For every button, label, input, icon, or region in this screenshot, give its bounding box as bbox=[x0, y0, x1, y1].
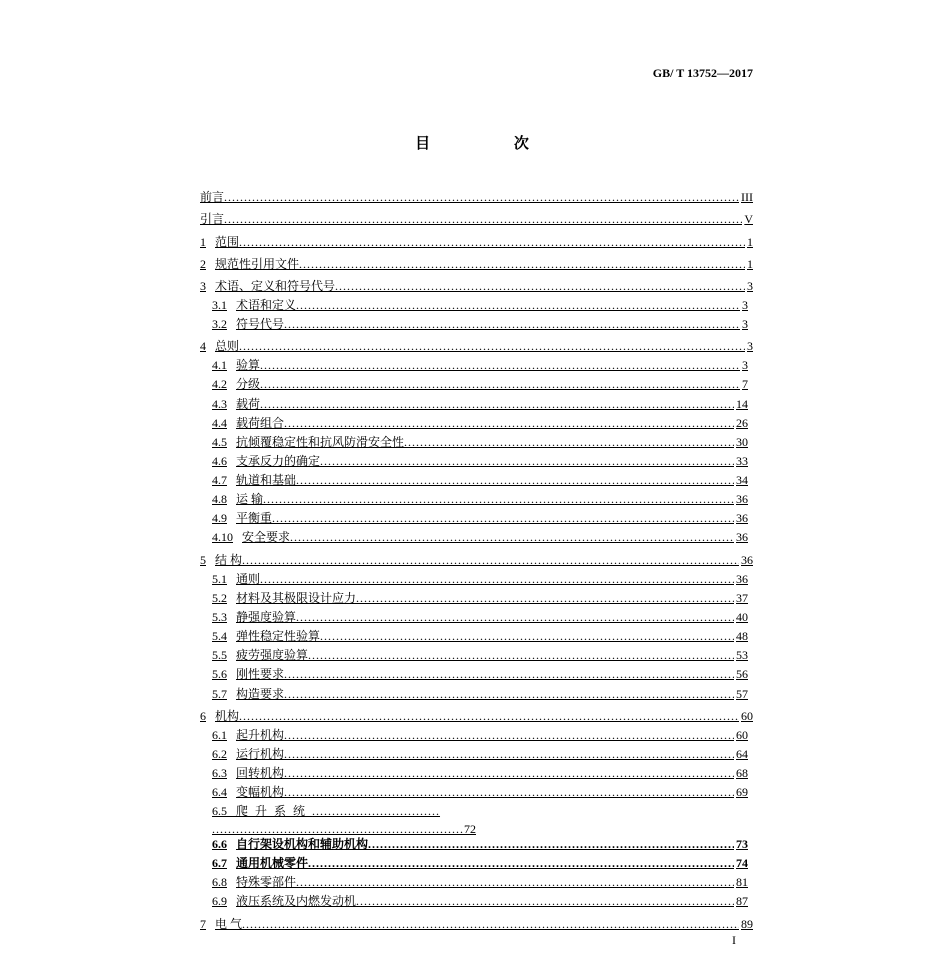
toc-entry[interactable] bbox=[212, 666, 748, 682]
toc-entry-number: 4.5 bbox=[212, 435, 227, 449]
toc-entry-number: 5.3 bbox=[212, 610, 227, 624]
standard-number: GB/ T 13752—2017 bbox=[652, 66, 753, 80]
toc-leader-dots bbox=[284, 727, 734, 743]
toc-leader-dots bbox=[296, 874, 734, 890]
toc-entry-label: 抗倾覆稳定性和抗风防滑安全性 bbox=[236, 435, 405, 449]
toc-entry-number: 6.4 bbox=[212, 785, 227, 799]
toc-entry[interactable] bbox=[200, 708, 753, 724]
toc-entry-page: 56 bbox=[736, 667, 748, 681]
toc-entry[interactable] bbox=[212, 510, 748, 526]
toc-entry-page: V bbox=[744, 212, 753, 226]
toc-entry-number: 5.4 bbox=[212, 629, 227, 643]
toc-entry-label: 疲劳强度验算 bbox=[236, 648, 309, 662]
toc-entry-page: 36 bbox=[741, 553, 753, 567]
toc-leader-dots bbox=[260, 357, 740, 373]
toc-entry-page: 37 bbox=[736, 591, 748, 605]
toc-entry[interactable] bbox=[212, 491, 748, 507]
toc-entry[interactable] bbox=[212, 765, 748, 781]
toc-entry-label: 起升机构 bbox=[236, 728, 285, 742]
toc-entry[interactable] bbox=[212, 609, 748, 625]
toc-entry-number: 3.1 bbox=[212, 298, 227, 312]
toc-leader-dots bbox=[284, 415, 734, 431]
toc-entry[interactable] bbox=[200, 189, 753, 205]
toc-leader-dots bbox=[239, 234, 745, 250]
toc-entry-page: 87 bbox=[736, 894, 748, 908]
toc-entry-page: 36 bbox=[736, 511, 748, 525]
toc-entry-page: 3 bbox=[747, 279, 753, 293]
toc-entry[interactable] bbox=[200, 278, 753, 294]
toc-entry[interactable] bbox=[212, 874, 748, 890]
toc-entry-page: 68 bbox=[736, 766, 748, 780]
toc-entry-6-5[interactable] bbox=[212, 802, 532, 838]
toc-entry-page: III bbox=[741, 190, 753, 204]
toc-entry-number: 6 bbox=[200, 709, 206, 723]
toc-entry-number: 3 bbox=[200, 279, 206, 293]
toc-leader-dots bbox=[224, 189, 739, 205]
toc-entry-label: 构造要求 bbox=[236, 687, 285, 701]
toc-entry-label: 运行机构 bbox=[236, 747, 285, 761]
toc-entry-label: 术语和定义 bbox=[236, 298, 297, 312]
toc-entry-page: 14 bbox=[736, 397, 748, 411]
toc-entry-page: 57 bbox=[736, 687, 748, 701]
toc-leader-dots bbox=[260, 571, 734, 587]
toc-entry-page: 3 bbox=[747, 339, 753, 353]
toc-entry-label: 平衡重 bbox=[236, 511, 273, 525]
toc-entry-label: 前言 bbox=[200, 190, 225, 204]
toc-leader-dots bbox=[335, 278, 745, 294]
toc-entry[interactable] bbox=[200, 256, 753, 272]
toc-entry-page: 33 bbox=[736, 454, 748, 468]
toc-entry-number: 4.7 bbox=[212, 473, 227, 487]
toc-entry-number: 5.7 bbox=[212, 687, 227, 701]
toc-entry-number: 5.6 bbox=[212, 667, 227, 681]
toc-entry-page: 64 bbox=[736, 747, 748, 761]
toc-entry[interactable] bbox=[212, 746, 748, 762]
toc-entry-page: 69 bbox=[736, 785, 748, 799]
toc-entry-label: 变幅机构 bbox=[236, 785, 285, 799]
toc-entry-label: 分级 bbox=[236, 377, 261, 391]
toc-entry-number: 5.2 bbox=[212, 591, 227, 605]
toc-entry[interactable] bbox=[200, 552, 753, 568]
toc-entry-number: 4.6 bbox=[212, 454, 227, 468]
toc-leader-dots bbox=[296, 472, 734, 488]
toc-entry-number: 3.2 bbox=[212, 317, 227, 331]
toc-entry-label: 自行架设机构和辅助机构 bbox=[236, 837, 369, 851]
toc-entry[interactable] bbox=[212, 415, 748, 431]
toc-entry-label: 验算 bbox=[236, 358, 261, 372]
toc-entry[interactable] bbox=[212, 628, 748, 644]
toc-entry[interactable] bbox=[212, 453, 748, 469]
toc-entry-label: 轨道和基础 bbox=[236, 473, 297, 487]
toc-entry-number: 4.2 bbox=[212, 377, 227, 391]
toc-entry-number: 6.8 bbox=[212, 875, 227, 889]
toc-entry[interactable] bbox=[212, 836, 748, 852]
toc-entry[interactable] bbox=[212, 297, 748, 313]
toc-leader-dots bbox=[284, 316, 740, 332]
toc-entry-label: 弹性稳定性验算 bbox=[236, 629, 321, 643]
toc-leader-dots bbox=[242, 916, 739, 932]
toc-entry-label: 材料及其极限设计应力 bbox=[236, 591, 357, 605]
toc-entry-label: 特殊零部件 bbox=[236, 875, 297, 889]
toc-entry-number: 1 bbox=[200, 235, 206, 249]
toc-entry-label: 规范性引用文件 bbox=[215, 257, 300, 271]
toc-leader-dots bbox=[242, 552, 739, 568]
toc-entry-label: 载荷组合 bbox=[236, 416, 285, 430]
toc-entry-label: 电 气 bbox=[215, 917, 243, 931]
toc-leader-dots bbox=[296, 297, 740, 313]
toc-leader-dots bbox=[260, 376, 740, 392]
toc-entry-label: 通用机械零件 bbox=[236, 856, 309, 870]
toc-entry-label: 爬升系统 bbox=[236, 804, 313, 818]
toc-entry-label: 范围 bbox=[215, 235, 240, 249]
toc-entry[interactable] bbox=[212, 727, 748, 743]
toc-entry-label: 术语、定义和符号代号 bbox=[215, 279, 336, 293]
toc-leader-dots bbox=[296, 609, 734, 625]
toc-leader-dots bbox=[284, 666, 734, 682]
toc-entry-page: 53 bbox=[736, 648, 748, 662]
toc-entry-number: 6.5 bbox=[212, 804, 227, 818]
toc-entry-page: 30 bbox=[736, 435, 748, 449]
toc-entry-number: 4.3 bbox=[212, 397, 227, 411]
toc-entry-number: 2 bbox=[200, 257, 206, 271]
toc-leader-dots: ............................................................... bbox=[212, 822, 464, 836]
toc-entry-label: 载荷 bbox=[236, 397, 261, 411]
toc-entry[interactable] bbox=[200, 338, 753, 354]
toc-leader-dots bbox=[272, 510, 734, 526]
toc-entry-number: 7 bbox=[200, 917, 206, 931]
toc-entry-number: 4.10 bbox=[212, 530, 233, 544]
toc-entry-label: 通则 bbox=[236, 572, 261, 586]
toc-entry-label: 支承反力的确定 bbox=[236, 454, 321, 468]
toc-entry-label: 机构 bbox=[215, 709, 240, 723]
toc-entry[interactable] bbox=[200, 916, 753, 932]
toc-entry-page: 74 bbox=[736, 856, 748, 870]
toc-entry[interactable] bbox=[212, 784, 748, 800]
toc-entry-label: 总则 bbox=[215, 339, 240, 353]
toc-entry-number: 6.7 bbox=[212, 856, 227, 870]
toc-entry[interactable] bbox=[212, 472, 748, 488]
toc-entry-label: 静强度验算 bbox=[236, 610, 297, 624]
toc-entry-page: 36 bbox=[736, 492, 748, 506]
toc-entry-label: 结 构 bbox=[215, 553, 243, 567]
toc-title: 目 次 bbox=[415, 136, 569, 152]
toc-entry-page: 81 bbox=[736, 875, 748, 889]
toc-entry[interactable] bbox=[212, 376, 748, 392]
toc-leader-dots bbox=[356, 590, 734, 606]
toc-entry-page: 34 bbox=[736, 473, 748, 487]
toc-entry[interactable] bbox=[200, 211, 753, 227]
toc-entry-number: 4.9 bbox=[212, 511, 227, 525]
toc-leader-dots bbox=[260, 396, 734, 412]
toc-leader-dots bbox=[239, 338, 745, 354]
toc-entry[interactable] bbox=[212, 434, 748, 450]
toc-entry-number: 4.8 bbox=[212, 492, 227, 506]
toc-entry-page: 3 bbox=[742, 358, 748, 372]
toc-entry-label: 安全要求 bbox=[242, 530, 291, 544]
toc-entry-page: 1 bbox=[747, 235, 753, 249]
toc-entry-page: 1 bbox=[747, 257, 753, 271]
toc-entry-page: 7 bbox=[742, 377, 748, 391]
toc-entry-page: 60 bbox=[736, 728, 748, 742]
toc-entry-number: 4.1 bbox=[212, 358, 227, 372]
toc-entry-page: 36 bbox=[736, 572, 748, 586]
toc-entry[interactable] bbox=[212, 316, 748, 332]
toc-entry-page: 3 bbox=[742, 298, 748, 312]
toc-leader-dots: ................................ bbox=[312, 804, 441, 818]
toc-entry-label: 液压系统及内燃发动机 bbox=[236, 894, 357, 908]
toc-entry[interactable] bbox=[212, 590, 748, 606]
toc-leader-dots bbox=[263, 491, 734, 507]
toc-entry[interactable] bbox=[212, 855, 748, 871]
page-number: I bbox=[732, 933, 736, 947]
toc-entry[interactable] bbox=[212, 893, 748, 909]
toc-leader-dots bbox=[308, 647, 734, 663]
toc-leader-dots bbox=[320, 453, 734, 469]
toc-leader-dots bbox=[368, 836, 734, 852]
toc-entry[interactable] bbox=[212, 571, 748, 587]
toc-entry-label: 刚性要求 bbox=[236, 667, 285, 681]
toc-entry-page: 36 bbox=[736, 530, 748, 544]
toc-leader-dots bbox=[299, 256, 745, 272]
toc-leader-dots bbox=[239, 708, 739, 724]
toc-entry-number: 6.6 bbox=[212, 837, 227, 851]
toc-entry-label: 运 输 bbox=[236, 492, 264, 506]
toc-entry-number: 6.3 bbox=[212, 766, 227, 780]
toc-entry[interactable] bbox=[212, 396, 748, 412]
toc-entry[interactable] bbox=[212, 647, 748, 663]
toc-entry-number: 5.5 bbox=[212, 648, 227, 662]
toc-leader-dots bbox=[284, 686, 734, 702]
toc-entry-label: 符号代号 bbox=[236, 317, 285, 331]
toc-entry-page: 72 bbox=[464, 822, 476, 836]
toc-leader-dots bbox=[284, 746, 734, 762]
toc-entry-page: 3 bbox=[742, 317, 748, 331]
toc-entry-label: 引言 bbox=[200, 212, 225, 226]
toc-entry-page: 48 bbox=[736, 629, 748, 643]
toc-entry-page: 89 bbox=[741, 917, 753, 931]
toc-entry-number: 4.4 bbox=[212, 416, 227, 430]
toc-entry-page: 40 bbox=[736, 610, 748, 624]
toc-leader-dots bbox=[224, 211, 742, 227]
toc-entry-page: 73 bbox=[736, 837, 748, 851]
toc-entry-page: 26 bbox=[736, 416, 748, 430]
toc-entry-number: 5 bbox=[200, 553, 206, 567]
toc-entry-page: 60 bbox=[741, 709, 753, 723]
toc-entry-number: 6.2 bbox=[212, 747, 227, 761]
toc-leader-dots bbox=[284, 765, 734, 781]
toc-entry-label: 回转机构 bbox=[236, 766, 285, 780]
toc-entry-number: 6.1 bbox=[212, 728, 227, 742]
toc-entry-number: 6.9 bbox=[212, 894, 227, 908]
toc-entry[interactable] bbox=[212, 686, 748, 702]
toc-leader-dots bbox=[356, 893, 734, 909]
toc-entry[interactable] bbox=[200, 234, 753, 250]
toc-entry[interactable] bbox=[212, 357, 748, 373]
toc-entry-number: 4 bbox=[200, 339, 206, 353]
toc-leader-dots bbox=[320, 628, 734, 644]
toc-leader-dots bbox=[308, 855, 734, 871]
toc-leader-dots bbox=[284, 784, 734, 800]
toc-entry[interactable] bbox=[212, 529, 748, 545]
toc-leader-dots bbox=[404, 434, 734, 450]
toc-entry-number: 5.1 bbox=[212, 572, 227, 586]
toc-leader-dots bbox=[290, 529, 734, 545]
